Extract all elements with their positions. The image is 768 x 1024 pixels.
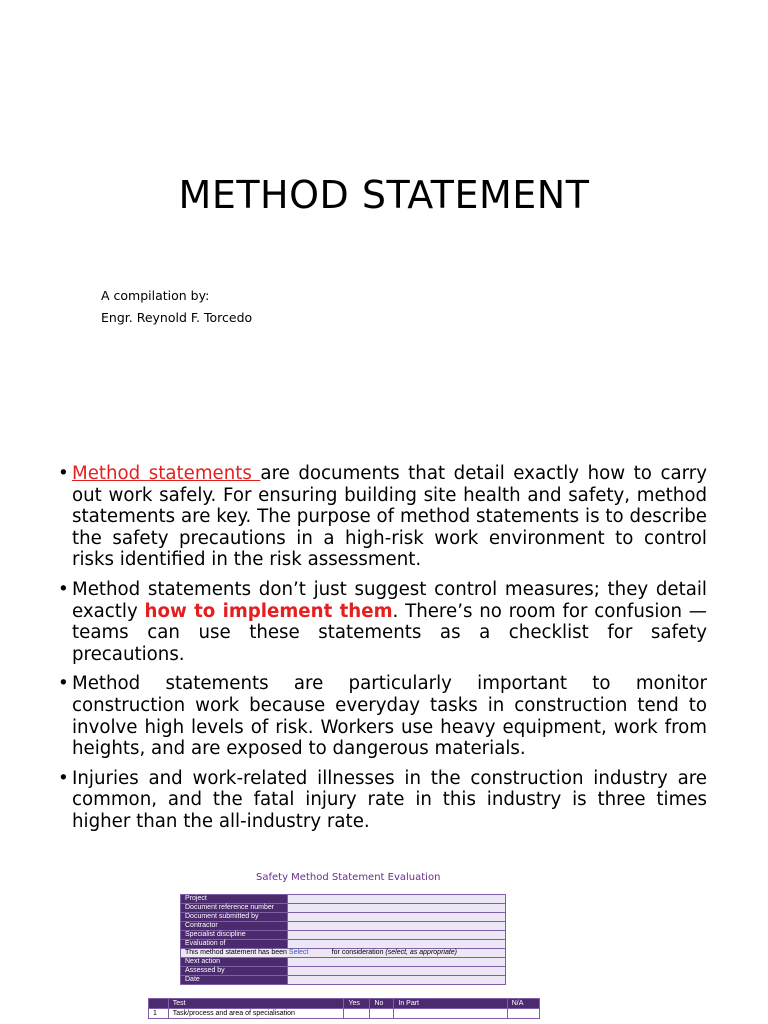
subtitle xyxy=(101,285,252,329)
form-row xyxy=(181,940,506,949)
in-part-cell[interactable] xyxy=(394,1009,507,1019)
no-cell[interactable] xyxy=(370,1009,394,1019)
num-header xyxy=(149,999,169,1009)
statement-text: This method statement has been xyxy=(185,949,289,956)
form-label: Next action xyxy=(181,958,288,967)
in-part-header: In Part xyxy=(394,999,507,1009)
form-label: Specialist discipline xyxy=(181,931,288,940)
form-field[interactable] xyxy=(288,940,506,949)
yes-header: Yes xyxy=(344,999,370,1009)
form-row xyxy=(181,931,506,940)
form-field[interactable] xyxy=(288,931,506,940)
form-field[interactable] xyxy=(288,967,506,976)
row-number: 1 xyxy=(149,1009,169,1019)
form-label: Assessed by xyxy=(181,967,288,976)
form-label: Project xyxy=(181,895,288,904)
test-header: Test xyxy=(168,999,344,1009)
test-table xyxy=(148,998,540,1019)
table-row xyxy=(149,1009,540,1019)
form-field[interactable] xyxy=(288,976,506,985)
form-label: Document reference number xyxy=(181,904,288,913)
statement-row xyxy=(181,949,506,958)
form-row xyxy=(181,904,506,913)
form-field[interactable] xyxy=(288,922,506,931)
bullet-item xyxy=(60,579,707,665)
bullet-highlight: Method statements xyxy=(72,463,261,484)
bullet-item xyxy=(60,673,707,759)
bullet-highlight: how to implement them xyxy=(144,600,393,622)
no-header: No xyxy=(370,999,394,1009)
form-label: Document submitted by xyxy=(181,913,288,922)
form-label: Date xyxy=(181,976,288,985)
form-row xyxy=(181,895,506,904)
form-row xyxy=(181,922,506,931)
slide-title: METHOD STATEMENT xyxy=(178,173,590,217)
form-row xyxy=(181,958,506,967)
form-label: Contractor xyxy=(181,922,288,931)
form-row xyxy=(181,913,506,922)
form-title: Safety Method Statement Evaluation xyxy=(256,872,441,883)
bullet-text: are documents that detail exactly how to carry out work safely. For ensuring building site health and safety, method statements are key. The purpose of method statements is to describe the safety precautions in a high-risk work environment to control risks identified in the risk assessment. xyxy=(72,463,707,571)
form-label: Evaluation of xyxy=(181,940,288,949)
form-row xyxy=(181,976,506,985)
na-header: N/A xyxy=(507,999,539,1009)
evaluation-form xyxy=(180,894,506,985)
form-field[interactable] xyxy=(288,895,506,904)
bullet-item xyxy=(60,768,707,833)
table-header-row xyxy=(149,999,540,1009)
form-row xyxy=(181,949,506,958)
bullet-text: Method statements are particularly important to monitor construction work because everyday tasks in construction tend to involve high levels of risk. Workers use heavy equipment, work from heights, and are exposed to dangerous materials. xyxy=(72,673,707,760)
bullet-list xyxy=(60,463,707,841)
bullet-text: . There’s no room for confusion — teams can use these statements as a checklist for safety precautions. xyxy=(72,600,707,665)
bullet-text: Injuries and work-related illnesses in the construction industry are common, and the fatal injury rate in this industry is three times higher than the all-industry rate. xyxy=(72,767,707,832)
na-cell[interactable] xyxy=(507,1009,539,1019)
select-dropdown[interactable]: Select xyxy=(288,949,309,956)
bullet-item xyxy=(60,463,707,571)
author-name: Engr. Reynold F. Torcedo xyxy=(101,310,253,325)
statement-note: (select, as appropriate) xyxy=(385,949,458,956)
form-field[interactable] xyxy=(288,904,506,913)
form-field[interactable] xyxy=(288,913,506,922)
compilation-label: A compilation by: xyxy=(101,288,210,303)
yes-cell[interactable] xyxy=(344,1009,370,1019)
statement-text: for consideration xyxy=(331,949,386,956)
bullet-text: Method statements don’t just suggest control measures; they detail exactly xyxy=(72,578,707,622)
form-field[interactable] xyxy=(288,958,506,967)
row-test: Task/process and area of specialisation xyxy=(168,1009,344,1019)
form-row xyxy=(181,967,506,976)
